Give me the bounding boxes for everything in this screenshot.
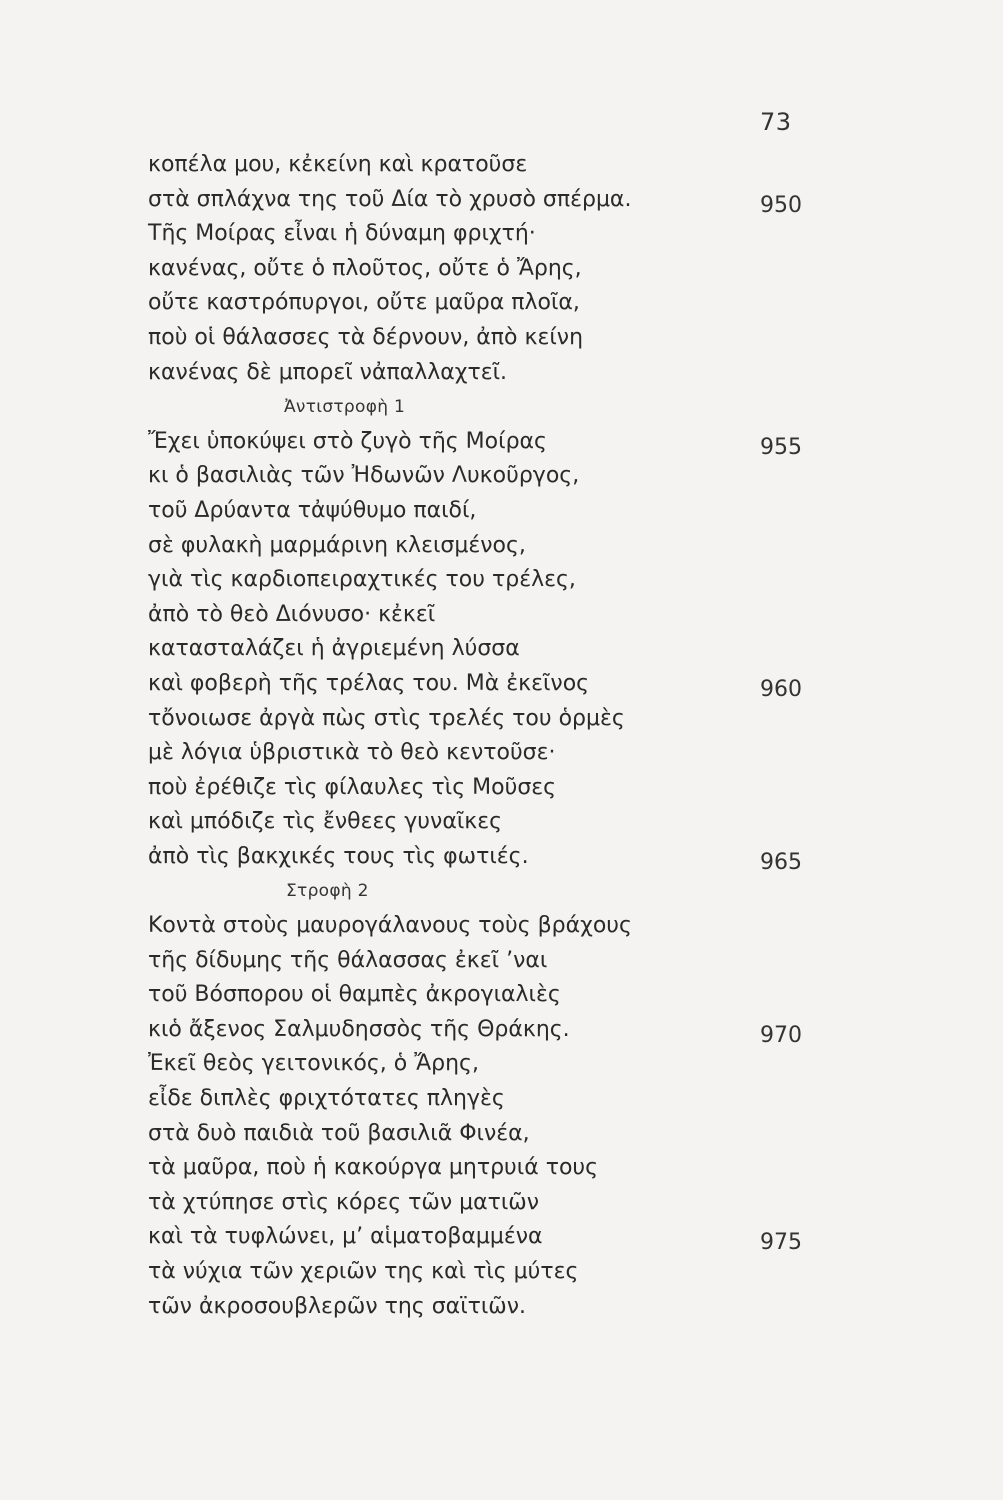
line-number: 975 [760,1230,802,1256]
line-number: 970 [760,1022,802,1048]
verse-text: μὲ λόγια ὑβριστικὰ τὸ θεὸ κεντοῦσε· [148,740,556,766]
verse-line [148,702,828,737]
verse-text: κατασταλάζει ἡ ἀγριεμένη λύσσα [148,636,520,662]
verse-line [148,736,828,771]
verse-line [148,563,828,598]
verse-line [148,459,828,494]
verse-text: τὰ μαῦρα, ποὺ ἡ κακούργα μητρυιά τους [148,1155,599,1181]
verse-line [148,217,828,252]
verse-text: Ἐκεῖ θεὸς γειτονικός, ὁ Ἄρης, [148,1051,479,1077]
verse-text: οὔτε καστρόπυργοι, οὔτε μαῦρα πλοῖα, [148,290,580,316]
verse-text: Τῆς Μοίρας εἶναι ἡ δύναμη φριχτή· [148,221,536,247]
verse-line [148,321,828,356]
verse-text: τὰ χτύπησε στὶς κόρες τῶν ματιῶν [148,1189,540,1215]
verse-text: τοῦ Δρύαντα τἀψύθυμο παιδί, [148,497,477,523]
verse-text: τὄνοιωσε ἀργὰ πὼς στὶς τρελές του ὁρμὲς [148,705,625,731]
verse-line [148,1151,828,1186]
line-number: 955 [760,434,802,460]
verse-line [148,286,828,321]
verse-text: γιὰ τὶς καρδιοπειραχτικές του τρέλες, [148,567,576,593]
verse-text: καὶ μπόδιζε τὶς ἔνθεες γυναῖκες [148,809,503,835]
verse-line [148,840,828,875]
verse-text: κοπέλα μου, κἐκείνη καὶ κρατοῦσε [148,152,528,177]
verse-text: καὶ φοβερὴ τῆς τρέλας του. Μὰ ἐκεῖνος [148,670,590,696]
verse-line [148,183,828,218]
verse-line [148,1220,828,1255]
verse-line [148,252,828,287]
verse-text: κανένας, οὔτε ὁ πλοῦτος, οὔτε ὁ Ἄρης, [148,255,582,281]
verse-line [148,771,828,806]
verse-line [148,978,828,1013]
section-heading: Στροφὴ 2 [286,881,369,902]
verse-line [148,356,828,391]
verse-text: ἀπὸ τὶς βακχικές τους τὶς φωτιές. [148,843,529,869]
verse-line [148,1082,828,1117]
verse-text: τοῦ Βόσπορου οἱ θαμπὲς ἀκρογιαλιὲς [148,982,561,1008]
verse-text: καὶ τὰ τυφλώνει, μ’ αἱματοβαμμένα [148,1224,543,1250]
verse-line [148,148,828,183]
verse-text: τῶν ἀκροσουβλερῶν της σαϊτιῶν. [148,1293,526,1319]
verse-line [148,1255,828,1290]
verse-line [148,667,828,702]
verse-text: τῆς δίδυμης τῆς θάλασσας ἐκεῖ ’ναι [148,947,548,973]
verse-text: ποὺ ἐρέθιζε τὶς φίλαυλες τὶς Μοῦσες [148,774,557,800]
line-number: 950 [760,192,802,218]
verse-line [148,1290,828,1325]
verse-line [148,805,828,840]
verse-line [148,1013,828,1048]
verse-line [148,909,828,944]
verse-text: Ἔχει ὑποκύψει στὸ ζυγὸ τῆς Μοίρας [148,428,547,454]
verse-line [148,494,828,529]
verse-line [148,1186,828,1221]
verse-text: κι ὁ βασιλιὰς τῶν Ἠδωνῶν Λυκοῦργος, [148,463,580,489]
verse-line [148,598,828,633]
verse-line [148,1117,828,1152]
line-number: 965 [760,849,802,875]
verse-line [148,944,828,979]
page-number: 73 [760,108,792,136]
verse-line [148,529,828,564]
verse-text: ἀπὸ τὸ θεὸ Διόνυσο· κἐκεῖ [148,601,436,627]
poem-text-block [148,148,828,1324]
verse-line [148,425,828,460]
verse-text: κιὁ ἄξενος Σαλμυδησσὸς τῆς Θράκης. [148,1016,570,1042]
section-heading: Ἀντιστροφὴ 1 [284,397,406,418]
line-number: 960 [760,676,802,702]
verse-text: στὰ σπλάχνα της τοῦ Δία τὸ χρυσὸ σπέρμα. [148,186,632,212]
verse-text: ποὺ οἱ θάλασσες τὰ δέρνουν, ἀπὸ κείνη [148,324,584,350]
verse-text: Κοντὰ στοὺς μαυρογάλανους τοὺς βράχους [148,913,632,939]
verse-text: σὲ φυλακὴ μαρμάρινη κλεισμένος, [148,532,526,558]
verse-text: τὰ νύχια τῶν χεριῶν της καὶ τὶς μύτες [148,1259,579,1284]
verse-text: στὰ δυὸ παιδιὰ τοῦ βασιλιᾶ Φινέα, [148,1120,530,1146]
verse-text: κανένας δὲ μπορεῖ νἀπαλλαχτεῖ. [148,359,508,385]
verse-line [148,1047,828,1082]
verse-text: εἶδε διπλὲς φριχτότατες πληγὲς [148,1086,505,1112]
verse-line [148,632,828,667]
